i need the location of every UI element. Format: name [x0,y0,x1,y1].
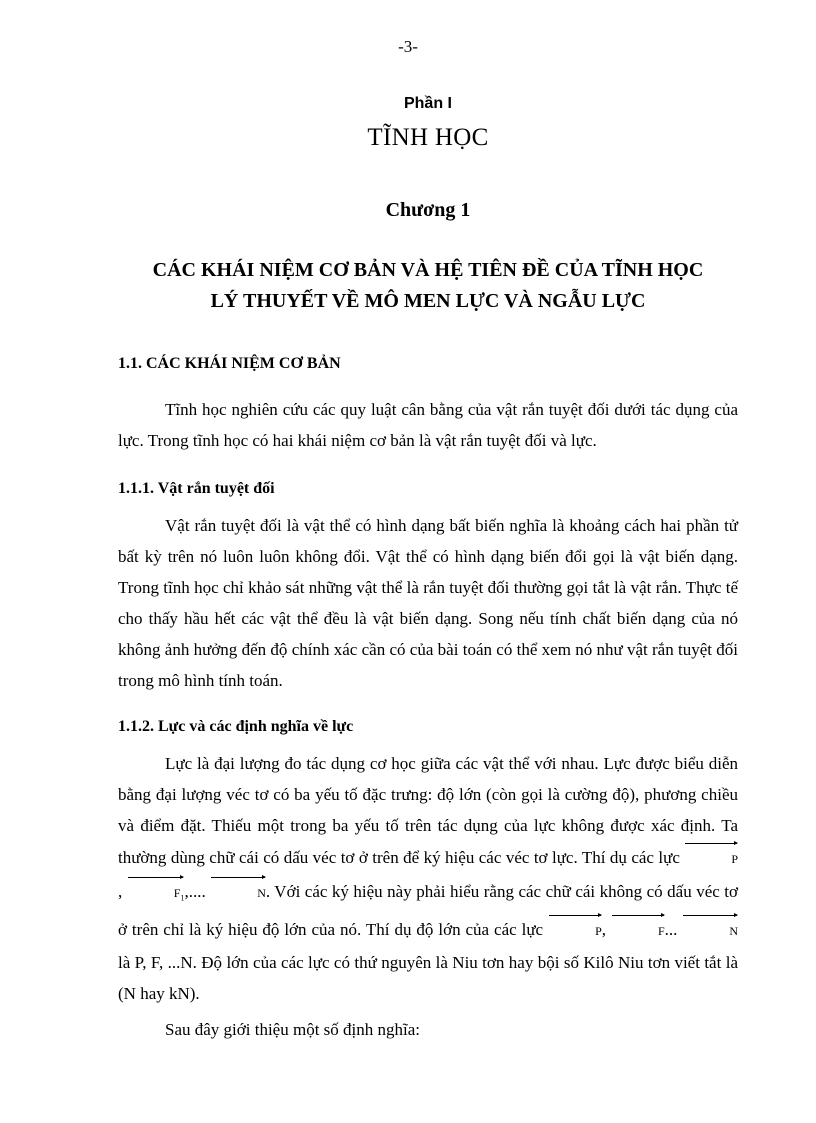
vector-symbol-P: P [548,913,602,947]
vector-symbol-N: N [210,875,266,909]
paragraph [118,748,738,1009]
page-number: -3- [398,37,418,56]
paragraph: Sau đây giới thiệu một số định nghĩa: [165,1020,420,1039]
separator: ,.... [184,882,206,901]
vector-subscript: 1 [180,893,185,903]
section-heading-1-1-2: 1.1.2. Lực và các định nghĩa về lực [118,718,354,735]
vector-letter: F [173,886,181,900]
vector-symbol-P: P [684,841,738,875]
section-1-1-1-body [118,510,738,696]
chapter-title [0,255,816,317]
paragraph: Tĩnh học nghiên cứu các quy luật cân bằng của vật rắn tuyệt đối dưới tác dụng của lực. Trong tĩnh học có hai khái niệm cơ bản là vật rắn tuyệt đối và lực. [118,400,738,450]
text-run: là P, F, ...N. Độ lớn của các lực có thứ nguyên là Niu tơn hay bội số Kilô Niu tơn viết tắt là (N hay kN). [118,953,738,1004]
text-run: . Với các ký hiệu này phải hiểu rằng các chữ cái không có dấu véc tơ ở trên chỉ là ký hiệu độ lớn của nó. Thí dụ độ lớn của các lực [118,882,739,940]
chapter-title-line-2: LÝ THUYẾT VỀ MÔ MEN LỰC VÀ NGẪU LỰC [210,290,646,312]
part-title: TĨNH HỌC [367,124,489,151]
separator: ... [664,920,678,940]
vector-symbol-F1 [127,875,185,913]
vector-symbol-F: F [611,913,665,947]
paragraph: Vật rắn tuyệt đối là vật thể có hình dạng bất biến nghĩa là khoảng cách hai phần tử bất kỳ trên nó luôn luôn không đổi. Vật thể có hình dạng biến đổi gọi là vật biến dạng. Trong tĩnh học chỉ khảo sát những vật thể là rắn tuyệt đối thường gọi tắt là vật rắn. Thực tế cho thấy hầu hết các vật thể đều là vật biến dạng. Song nếu tính chất biến dạng của nó không ảnh hưởng đến độ chính xác cần có của bài toán có thể xem nó như vật rắn tuyệt đối trong mô hình tính toán. [118,516,738,690]
section-1-1-2-body [118,748,738,1009]
chapter-label: Chương 1 [385,199,471,221]
separator: , [118,882,123,901]
vector-symbol-N: N [682,913,738,947]
chapter-title-line-1: CÁC KHÁI NIỆM CƠ BẢN VÀ HỆ TIÊN ĐỀ CỦA TĨNH HỌC [152,259,704,281]
part-label: Phần I [403,95,452,112]
section-1-1-intro [118,394,738,456]
section-heading-1-1: 1.1. CÁC KHÁI NIỆM CƠ BẢN [118,355,341,372]
section-heading-1-1-1: 1.1.1. Vật rắn tuyệt đối [118,480,275,497]
separator: , [601,920,606,940]
text-run: Lực là đại lượng đo tác dụng cơ học giữa các vật thể với nhau. Lực được biểu diễn bằng đại lượng véc tơ có ba yếu tố đặc trưng: độ lớn (còn gọi là cường độ), phương chiều và điểm đặt. Thiếu một trong ba yếu tố trên tác dụng của lực không được xác định. Ta thường dùng chữ cái có dấu véc tơ ở trên để ký hiệu các véc tơ lực. Thí dụ các lực [118,754,738,867]
section-1-1-2-closing [118,1014,738,1045]
